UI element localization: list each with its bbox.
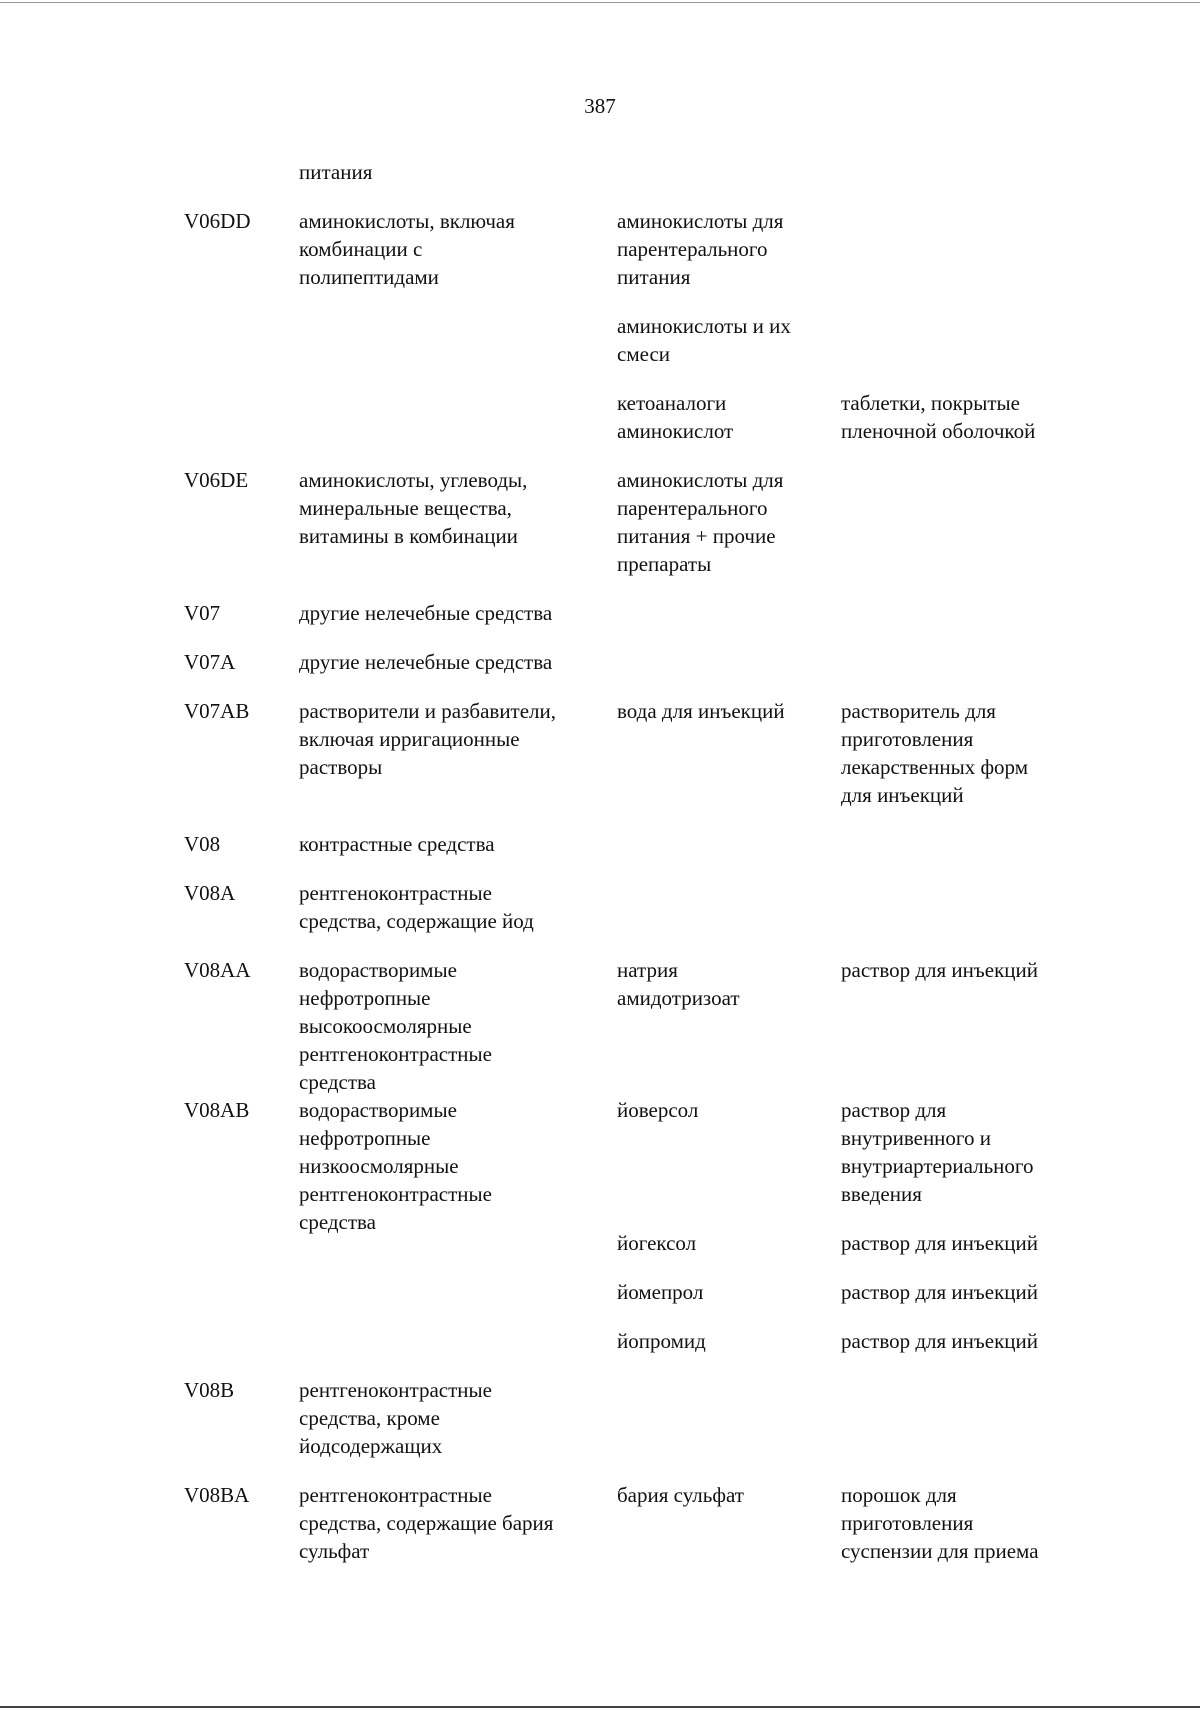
substance-name-line: парентерального (617, 237, 768, 261)
group-name-line: йодсодержащих (299, 1434, 443, 1458)
substance-entry (617, 956, 1084, 1012)
substance-entry (617, 1096, 1084, 1208)
table-row (184, 599, 1084, 627)
group-name-line: нефротропные (299, 1126, 431, 1150)
substance-list (617, 956, 1084, 1096)
group-name-line: средства, содержащие бария (299, 1511, 554, 1535)
substance-entry (617, 466, 1084, 578)
group-name-line: средства (299, 1070, 377, 1094)
dosage-form-line: раствор для (841, 1098, 947, 1122)
dosage-form-line: лекарственных форм (841, 755, 1029, 779)
dosage-form (841, 1278, 1084, 1306)
substance-list (617, 207, 1084, 466)
substance-name (617, 312, 841, 368)
group-name (299, 648, 617, 676)
atc-code: V07A (184, 650, 236, 674)
atc-code: V08AA (184, 958, 251, 982)
group-name (299, 1481, 617, 1586)
substance-name-line: препараты (617, 552, 712, 576)
group-name-line: нефротропные (299, 986, 431, 1010)
group-name (299, 956, 617, 1096)
atc-code: V08A (184, 881, 236, 905)
group-name (299, 879, 617, 935)
substance-list (617, 466, 1084, 599)
substance-name-line: бария сульфат (617, 1483, 744, 1507)
substance-name-line: амидотризоат (617, 986, 740, 1010)
table-row (184, 1096, 1084, 1376)
group-name-line: низкоосмолярные (299, 1154, 459, 1178)
drug-classification-table (184, 158, 1084, 1586)
substance-entry (617, 1278, 1084, 1306)
group-name-line: минеральные вещества, (299, 496, 512, 520)
dosage-form-line: раствор для инъекций (841, 1280, 1038, 1304)
substance-entry (617, 207, 1084, 291)
group-name-line: включая ирригационные (299, 727, 520, 751)
dosage-form-line: приготовления (841, 1511, 974, 1535)
dosage-form-line: таблетки, покрытые (841, 391, 1020, 415)
dosage-form-line: внутриартериального (841, 1154, 1034, 1178)
substance-list (617, 1096, 1084, 1376)
substance-entry (617, 1229, 1084, 1257)
atc-code: V08AB (184, 1098, 250, 1122)
group-name-line: рентгеноконтрастные (299, 1378, 492, 1402)
atc-code: V07 (184, 601, 221, 625)
table-row (184, 956, 1084, 1096)
atc-code: V08B (184, 1378, 235, 1402)
substance-name (617, 389, 841, 445)
dosage-form (841, 1096, 1084, 1208)
dosage-form (841, 1229, 1084, 1257)
code-cell (184, 158, 299, 186)
group-name-line: полипептидами (299, 265, 439, 289)
table-row (184, 648, 1084, 676)
dosage-form-line: порошок для (841, 1483, 957, 1507)
page-number: 387 (584, 94, 616, 118)
substance-name (617, 1229, 841, 1257)
table-row (184, 207, 1084, 466)
group-name-line: высокоосмолярные (299, 1014, 472, 1038)
dosage-form-line: приготовления (841, 727, 974, 751)
group-name-line: средства, кроме (299, 1406, 440, 1430)
group-name (299, 697, 617, 830)
substance-name-line: аминокислоты для (617, 468, 784, 492)
group-name-line: аминокислоты, включая (299, 209, 515, 233)
group-name-line: средства, содержащие йод (299, 909, 534, 933)
substance-name (617, 1327, 841, 1355)
group-name-line: растворы (299, 755, 383, 779)
dosage-form (841, 389, 1084, 445)
group-name-line: рентгеноконтрастные (299, 881, 492, 905)
substance-name-line: аминокислоты и их (617, 314, 791, 338)
substance-name-line: йопромид (617, 1329, 706, 1353)
substance-name-line: кетоаналоги (617, 391, 727, 415)
substance-name (617, 466, 841, 578)
dosage-form-line: растворитель для (841, 699, 996, 723)
substance-name-line: аминокислот (617, 419, 734, 443)
group-name-line: рентгеноконтрастные (299, 1042, 492, 1066)
group-name-line: сульфат (299, 1539, 370, 1563)
table-row (184, 1481, 1084, 1586)
group-name-line: другие нелечебные средства (299, 601, 553, 625)
scan-top-edge (0, 2, 1200, 3)
substance-name-line: смеси (617, 342, 671, 366)
substance-name-line: питания + прочие (617, 524, 776, 548)
group-name (299, 207, 617, 466)
substance-name-line: натрия (617, 958, 678, 982)
substance-entry (617, 1481, 1084, 1565)
atc-code: V06DD (184, 209, 251, 233)
dosage-form-line: раствор для инъекций (841, 1231, 1038, 1255)
group-name-line: витамины в комбинации (299, 524, 518, 548)
atc-code: V08 (184, 832, 221, 856)
atc-code: V07AB (184, 699, 250, 723)
dosage-form-line: введения (841, 1182, 922, 1206)
group-name (299, 466, 617, 599)
dosage-form (841, 466, 1084, 578)
substance-name-line: аминокислоты для (617, 209, 784, 233)
dosage-form (841, 207, 1084, 291)
group-name (299, 1096, 617, 1376)
substance-name (617, 1278, 841, 1306)
dosage-form-line: раствор для инъекций (841, 958, 1038, 982)
dosage-form-line: раствор для инъекций (841, 1329, 1038, 1353)
continuation-text: питания (299, 160, 373, 184)
substance-name (617, 207, 841, 291)
substance-list (617, 1481, 1084, 1586)
dosage-form-line: внутривенного и (841, 1126, 991, 1150)
substance-name-line: йоверсол (617, 1098, 699, 1122)
table-row (184, 830, 1084, 858)
group-name-line: растворители и разбавители, (299, 699, 557, 723)
table-row (184, 466, 1084, 599)
table-row (184, 1376, 1084, 1460)
continuation-row (184, 158, 1084, 186)
dosage-form (841, 312, 1084, 368)
substance-entry (617, 1327, 1084, 1355)
substance-entry (617, 389, 1084, 445)
substance-name (617, 1096, 841, 1208)
table-row (184, 697, 1084, 830)
substance-list (617, 697, 1084, 830)
group-name-line: аминокислоты, углеводы, (299, 468, 528, 492)
dosage-form (841, 1327, 1084, 1355)
group-name-line: другие нелечебные средства (299, 650, 553, 674)
group-name-line: средства (299, 1210, 377, 1234)
atc-code: V06DE (184, 468, 249, 492)
substance-entry (617, 312, 1084, 368)
group-name-line: рентгеноконтрастные (299, 1182, 492, 1206)
group-name (299, 599, 617, 627)
scan-bottom-edge (0, 1706, 1200, 1708)
group-name-line: рентгеноконтрастные (299, 1483, 492, 1507)
group-name (299, 1376, 617, 1460)
substance-name-line: вода для инъекций (617, 699, 785, 723)
substance-name-line: питания (617, 265, 691, 289)
dosage-form (841, 697, 1084, 809)
table-row (184, 879, 1084, 935)
atc-code: V08BA (184, 1483, 250, 1507)
group-name-line: контрастные средства (299, 832, 495, 856)
group-name-line: водорастворимые (299, 958, 457, 982)
substance-name (617, 697, 841, 809)
substance-name-line: парентерального (617, 496, 768, 520)
group-name-line: комбинации с (299, 237, 423, 261)
dosage-form-line: суспензии для приема (841, 1539, 1039, 1563)
substance-name (617, 956, 841, 1012)
group-name (299, 830, 617, 858)
dosage-form-line: для инъекций (841, 783, 964, 807)
substance-name-line: йомепрол (617, 1280, 704, 1304)
substance-entry (617, 697, 1084, 809)
dosage-form-line: пленочной оболочкой (841, 419, 1036, 443)
group-name-line: водорастворимые (299, 1098, 457, 1122)
dosage-form (841, 1481, 1084, 1565)
substance-name (617, 1481, 841, 1565)
dosage-form (841, 956, 1084, 1012)
substance-name-line: йогексол (617, 1231, 697, 1255)
